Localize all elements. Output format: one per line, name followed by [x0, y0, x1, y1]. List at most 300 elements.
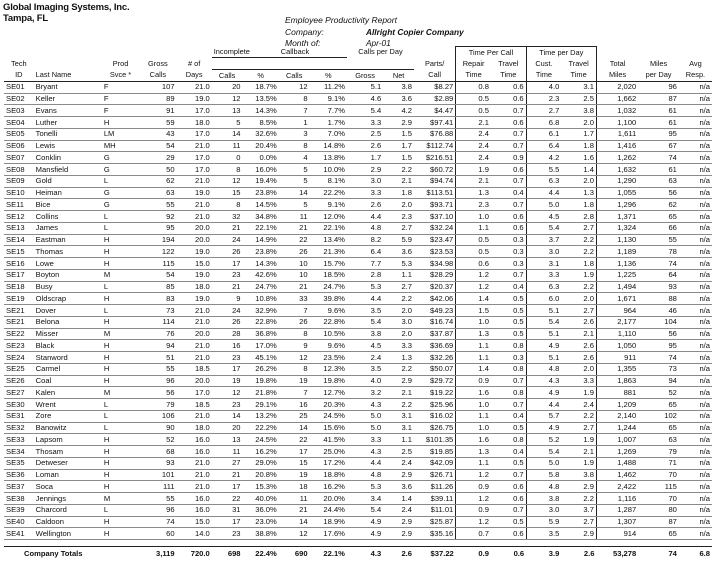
- table-cell: n/a: [679, 363, 712, 375]
- table-cell: Thomas: [34, 246, 102, 258]
- header-cb-calls: Calls: [279, 70, 310, 82]
- table-cell: 28: [212, 328, 243, 340]
- table-cell: 3.7: [526, 234, 561, 246]
- table-cell: 50: [139, 164, 176, 176]
- table-cell: n/a: [679, 222, 712, 234]
- table-cell: n/a: [679, 199, 712, 211]
- table-cell: 83: [139, 293, 176, 305]
- table-cell: 45.1%: [243, 352, 279, 364]
- table-cell: 16.0: [177, 504, 212, 516]
- table-cell: 2.7: [561, 422, 596, 434]
- table-cell: 14: [279, 516, 310, 528]
- table-cell: $42.09: [414, 457, 456, 469]
- table-cell: 55: [139, 363, 176, 375]
- table-cell: 22: [212, 493, 243, 505]
- table-cell: H: [102, 457, 139, 469]
- table-cell: 3.4: [347, 493, 383, 505]
- table-cell: 0.6: [491, 222, 526, 234]
- table-cell: 80: [638, 504, 679, 516]
- table-row: [4, 481, 712, 493]
- table-cell: n/a: [679, 528, 712, 540]
- table-cell: 1,269: [596, 446, 638, 458]
- table-cell: 5.1: [347, 81, 383, 93]
- totals-cell: 0.6: [491, 547, 526, 561]
- table-cell: 8: [279, 93, 310, 105]
- table-cell: 2.1: [456, 175, 491, 187]
- totals-cell: 2.6: [561, 547, 596, 561]
- header-miles-per-day: per Day: [638, 70, 679, 82]
- header-inc-calls: Calls: [212, 70, 243, 82]
- table-cell: n/a: [679, 422, 712, 434]
- table-cell: 1.1: [456, 352, 491, 364]
- table-cell: 0.8: [491, 363, 526, 375]
- table-cell: 74: [638, 152, 679, 164]
- table-cell: 2.9: [347, 164, 383, 176]
- table-cell: 0.9: [456, 481, 491, 493]
- table-cell: 17: [279, 446, 310, 458]
- table-cell: 29.0%: [243, 457, 279, 469]
- table-cell: $23.53: [414, 246, 456, 258]
- table-row: [4, 93, 712, 105]
- table-cell: 3.3: [347, 117, 383, 129]
- table-cell: 107: [139, 81, 176, 93]
- table-row: [4, 516, 712, 528]
- table-cell: 2.8: [561, 211, 596, 223]
- table-cell: 18.5: [177, 399, 212, 411]
- table-cell: 8.2: [347, 234, 383, 246]
- table-cell: 0.9: [456, 504, 491, 516]
- table-cell: 1,671: [596, 293, 638, 305]
- table-body: [4, 81, 712, 561]
- table-cell: 4.8: [347, 469, 383, 481]
- table-cell: 63: [139, 187, 176, 199]
- table-cell: 2.3: [456, 199, 491, 211]
- table-cell: 5.9: [526, 516, 561, 528]
- header-last-name: Last Name: [34, 70, 102, 82]
- table-cell: 14.9%: [243, 234, 279, 246]
- table-cell: 19.0: [177, 246, 212, 258]
- table-cell: SE26: [4, 375, 34, 387]
- table-cell: 101: [139, 469, 176, 481]
- table-cell: 94: [638, 375, 679, 387]
- table-cell: 2.6: [561, 352, 596, 364]
- table-cell: 2.5: [383, 446, 414, 458]
- table-cell: $101.35: [414, 434, 456, 446]
- table-cell: 15.0: [177, 516, 212, 528]
- table-cell: 55: [638, 234, 679, 246]
- table-cell: 3.5: [347, 305, 383, 317]
- totals-cell: 690: [279, 547, 310, 561]
- table-cell: 1.7: [383, 140, 414, 152]
- table-cell: 2.0: [561, 293, 596, 305]
- table-cell: Luther: [34, 117, 102, 129]
- table-cell: $2.89: [414, 93, 456, 105]
- totals-cell: 22.1%: [310, 547, 347, 561]
- table-cell: 13: [212, 434, 243, 446]
- table-cell: n/a: [679, 281, 712, 293]
- table-cell: 6.8: [526, 117, 561, 129]
- table-cell: 0.3: [491, 352, 526, 364]
- table-row: [4, 187, 712, 199]
- table-cell: SE07: [4, 152, 34, 164]
- header-avg: Avg: [679, 58, 712, 70]
- table-cell: $20.37: [414, 281, 456, 293]
- table-cell: 18.0: [177, 422, 212, 434]
- table-cell: 32.9%: [243, 305, 279, 317]
- table-cell: 42.6%: [243, 269, 279, 281]
- table-cell: Bice: [34, 199, 102, 211]
- header-cpd-net: Net: [383, 70, 414, 82]
- table-cell: H: [102, 481, 139, 493]
- table-cell: 0.5: [491, 516, 526, 528]
- table-cell: 0.7: [491, 375, 526, 387]
- table-cell: 14.8%: [310, 140, 347, 152]
- table-row: [4, 128, 712, 140]
- table-cell: 51: [139, 352, 176, 364]
- table-cell: 2,020: [596, 81, 638, 93]
- table-cell: 2.0: [561, 363, 596, 375]
- productivity-table: [4, 46, 712, 561]
- table-cell: 0: [212, 152, 243, 164]
- table-cell: 5.0: [347, 410, 383, 422]
- table-cell: 33: [279, 293, 310, 305]
- table-cell: 61: [638, 117, 679, 129]
- table-cell: 0.3: [491, 246, 526, 258]
- header-prod: Prod: [102, 58, 139, 70]
- header-days: Days: [177, 70, 212, 82]
- table-cell: 3.0: [383, 316, 414, 328]
- table-cell: H: [102, 446, 139, 458]
- table-cell: Eastman: [34, 234, 102, 246]
- table-cell: 911: [596, 352, 638, 364]
- table-cell: 22: [279, 434, 310, 446]
- table-cell: n/a: [679, 328, 712, 340]
- table-cell: 0.3: [491, 234, 526, 246]
- table-cell: 19: [279, 469, 310, 481]
- table-cell: 59: [139, 117, 176, 129]
- table-cell: 61: [638, 164, 679, 176]
- table-cell: 74: [139, 516, 176, 528]
- header-gross: Gross: [139, 58, 176, 70]
- table-cell: Mansfield: [34, 164, 102, 176]
- table-cell: 79: [139, 399, 176, 411]
- table-cell: 4.4: [526, 187, 561, 199]
- table-cell: 1.5: [456, 305, 491, 317]
- table-cell: 1.0: [456, 399, 491, 411]
- table-cell: H: [102, 375, 139, 387]
- table-cell: 19.0: [177, 93, 212, 105]
- table-cell: 21.0: [177, 175, 212, 187]
- table-cell: 22.1%: [243, 222, 279, 234]
- table-cell: 0.5: [491, 422, 526, 434]
- table-cell: $34.98: [414, 258, 456, 270]
- table-cell: $113.51: [414, 187, 456, 199]
- table-cell: 56: [139, 387, 176, 399]
- table-cell: 1,355: [596, 363, 638, 375]
- table-cell: H: [102, 352, 139, 364]
- table-cell: 5.3: [383, 258, 414, 270]
- table-cell: 2.7: [383, 281, 414, 293]
- table-cell: 2,422: [596, 481, 638, 493]
- table-row: [4, 375, 712, 387]
- table-cell: 1,287: [596, 504, 638, 516]
- table-cell: SE21: [4, 305, 34, 317]
- table-cell: n/a: [679, 187, 712, 199]
- table-cell: 1.1: [456, 222, 491, 234]
- table-cell: 2.2: [561, 281, 596, 293]
- table-cell: 13.2%: [243, 410, 279, 422]
- table-cell: SE02: [4, 93, 34, 105]
- header-avg-resp: Resp.: [679, 70, 712, 82]
- group-callback: Callback: [279, 47, 347, 58]
- table-cell: 1.7%: [310, 117, 347, 129]
- table-cell: 1.2: [456, 493, 491, 505]
- table-cell: 0.6: [456, 258, 491, 270]
- table-cell: 11.2%: [310, 81, 347, 93]
- table-cell: $32.26: [414, 352, 456, 364]
- table-row: [4, 504, 712, 516]
- table-cell: 87: [638, 516, 679, 528]
- table-cell: 9.1%: [310, 93, 347, 105]
- table-cell: 22.1%: [310, 222, 347, 234]
- table-cell: 90: [139, 422, 176, 434]
- table-cell: Lowe: [34, 258, 102, 270]
- table-cell: SE09: [4, 175, 34, 187]
- table-cell: 66: [638, 222, 679, 234]
- table-cell: L: [102, 410, 139, 422]
- table-cell: 78: [638, 246, 679, 258]
- table-cell: 1.3: [456, 446, 491, 458]
- table-cell: Boyton: [34, 269, 102, 281]
- table-row: [4, 434, 712, 446]
- table-cell: 26: [279, 246, 310, 258]
- table-cell: 1.1: [456, 340, 491, 352]
- table-cell: SE33: [4, 434, 34, 446]
- table-cell: 26: [212, 316, 243, 328]
- table-cell: n/a: [679, 152, 712, 164]
- header-id: ID: [4, 70, 34, 82]
- header-cb-pct: %: [310, 70, 347, 82]
- table-cell: 5.4: [347, 504, 383, 516]
- table-cell: SE03: [4, 105, 34, 117]
- header-repair: Repair: [456, 58, 491, 70]
- table-cell: 0.9: [491, 152, 526, 164]
- table-cell: $11.01: [414, 504, 456, 516]
- table-cell: 1,116: [596, 493, 638, 505]
- header-parts: Parts/: [414, 58, 456, 70]
- table-cell: Misser: [34, 328, 102, 340]
- group-time-per-call: Time Per Call: [456, 47, 526, 58]
- table-cell: 2.2: [383, 399, 414, 411]
- table-cell: 2.1: [561, 328, 596, 340]
- table-cell: Thosam: [34, 446, 102, 458]
- table-cell: 2.6: [561, 316, 596, 328]
- table-cell: 27: [212, 457, 243, 469]
- table-cell: Charcord: [34, 504, 102, 516]
- totals-cell: 3.9: [526, 547, 561, 561]
- table-cell: Zore: [34, 410, 102, 422]
- table-cell: 20.0: [177, 328, 212, 340]
- table-cell: LM: [102, 128, 139, 140]
- table-cell: 16.2%: [243, 446, 279, 458]
- table-cell: 96: [139, 504, 176, 516]
- table-cell: 5.0: [347, 422, 383, 434]
- table-cell: SE18: [4, 281, 34, 293]
- table-cell: 5: [279, 199, 310, 211]
- table-cell: $37.87: [414, 328, 456, 340]
- table-cell: n/a: [679, 105, 712, 117]
- table-cell: 11: [279, 493, 310, 505]
- table-cell: 7.0%: [310, 128, 347, 140]
- table-cell: H: [102, 434, 139, 446]
- table-cell: 26.2%: [243, 363, 279, 375]
- table-row: [4, 81, 712, 93]
- table-cell: 55: [139, 493, 176, 505]
- table-cell: 4.4: [526, 399, 561, 411]
- table-cell: H: [102, 516, 139, 528]
- table-cell: 3.8: [526, 493, 561, 505]
- table-row: [4, 246, 712, 258]
- table-cell: Collins: [34, 211, 102, 223]
- table-cell: Jennings: [34, 493, 102, 505]
- table-cell: G: [102, 199, 139, 211]
- table-cell: 17.0: [177, 387, 212, 399]
- table-cell: 0.7: [456, 528, 491, 540]
- table-cell: 55: [139, 199, 176, 211]
- table-cell: $60.72: [414, 164, 456, 176]
- table-cell: 1,050: [596, 340, 638, 352]
- table-cell: Lewis: [34, 140, 102, 152]
- table-cell: 16: [212, 340, 243, 352]
- table-cell: 26: [279, 316, 310, 328]
- table-cell: $19.85: [414, 446, 456, 458]
- table-cell: H: [102, 117, 139, 129]
- table-cell: 3.3: [561, 375, 596, 387]
- table-cell: 5: [279, 175, 310, 187]
- table-cell: 31: [212, 504, 243, 516]
- table-row: [4, 446, 712, 458]
- table-cell: 4.3: [347, 446, 383, 458]
- table-cell: 60: [139, 528, 176, 540]
- table-cell: 2.9: [561, 528, 596, 540]
- table-cell: 1.6: [561, 152, 596, 164]
- table-cell: SE24: [4, 352, 34, 364]
- table-cell: 5.8: [526, 469, 561, 481]
- table-cell: 0.6: [491, 211, 526, 223]
- table-cell: 73: [638, 363, 679, 375]
- header-cpd-gross: Gross: [347, 70, 383, 82]
- table-cell: Dover: [34, 305, 102, 317]
- table-cell: 16: [279, 399, 310, 411]
- header-travel-day-time: Time: [561, 70, 596, 82]
- table-cell: SE17: [4, 269, 34, 281]
- table-cell: 21.0: [177, 305, 212, 317]
- table-cell: 1,100: [596, 117, 638, 129]
- totals-cell: 698: [212, 547, 243, 561]
- table-cell: 11: [279, 211, 310, 223]
- table-cell: 46: [638, 305, 679, 317]
- table-cell: SE35: [4, 457, 34, 469]
- table-cell: 3.3: [526, 269, 561, 281]
- table-cell: $25.96: [414, 399, 456, 411]
- table-row: [4, 469, 712, 481]
- table-cell: 3.8: [561, 469, 596, 481]
- table-cell: 12.0%: [310, 211, 347, 223]
- table-cell: 0.5: [456, 246, 491, 258]
- table-cell: 1,225: [596, 269, 638, 281]
- table-cell: 18.7%: [243, 81, 279, 93]
- table-cell: 21.0: [177, 481, 212, 493]
- table-cell: SE15: [4, 246, 34, 258]
- table-cell: 21.0: [177, 469, 212, 481]
- group-time-per-day: Time per Day: [526, 47, 596, 58]
- table-cell: n/a: [679, 481, 712, 493]
- table-cell: 62: [638, 199, 679, 211]
- totals-cell: 53,278: [596, 547, 638, 561]
- table-cell: 6.3: [526, 281, 561, 293]
- table-cell: 3.0: [526, 246, 561, 258]
- table-cell: n/a: [679, 246, 712, 258]
- table-cell: 2.4: [561, 399, 596, 411]
- table-cell: 2.1: [456, 117, 491, 129]
- table-cell: 21.0: [177, 316, 212, 328]
- table-cell: 9: [212, 293, 243, 305]
- table-cell: H: [102, 469, 139, 481]
- table-cell: 1.2: [456, 269, 491, 281]
- table-cell: 114: [139, 316, 176, 328]
- table-cell: 4.9: [526, 422, 561, 434]
- table-cell: 9.6%: [310, 305, 347, 317]
- table-cell: 4.4: [347, 293, 383, 305]
- table-cell: 5.0: [526, 457, 561, 469]
- table-cell: 115: [139, 258, 176, 270]
- table-row: [4, 340, 712, 352]
- table-cell: 1,488: [596, 457, 638, 469]
- table-cell: 15: [279, 457, 310, 469]
- table-cell: n/a: [679, 140, 712, 152]
- table-cell: Lapsom: [34, 434, 102, 446]
- report-title: Employee Productivity Report: [285, 15, 397, 25]
- table-cell: 4.2: [526, 152, 561, 164]
- table-cell: 1,244: [596, 422, 638, 434]
- totals-cell: 4.3: [347, 547, 383, 561]
- table-cell: F: [102, 93, 139, 105]
- table-cell: 2.9: [383, 469, 414, 481]
- table-cell: 20.0%: [310, 493, 347, 505]
- table-cell: 1.5: [383, 128, 414, 140]
- table-cell: 12: [212, 175, 243, 187]
- table-cell: 24: [212, 234, 243, 246]
- table-cell: 2.5: [347, 128, 383, 140]
- table-row: [4, 175, 712, 187]
- table-cell: 4.4: [347, 211, 383, 223]
- table-cell: 0.8: [491, 340, 526, 352]
- table-cell: 65: [638, 399, 679, 411]
- table-cell: 14.5%: [243, 199, 279, 211]
- table-cell: L: [102, 305, 139, 317]
- table-cell: 43: [139, 128, 176, 140]
- table-cell: 4.2: [383, 105, 414, 117]
- table-cell: 17.0: [177, 128, 212, 140]
- table-cell: 6.3: [526, 175, 561, 187]
- table-row: [4, 328, 712, 340]
- table-cell: $4.47: [414, 105, 456, 117]
- table-cell: 18.5%: [310, 269, 347, 281]
- table-cell: 10: [279, 258, 310, 270]
- table-cell: 21: [279, 504, 310, 516]
- header-calls: Calls: [139, 70, 176, 82]
- table-cell: 0.5: [456, 93, 491, 105]
